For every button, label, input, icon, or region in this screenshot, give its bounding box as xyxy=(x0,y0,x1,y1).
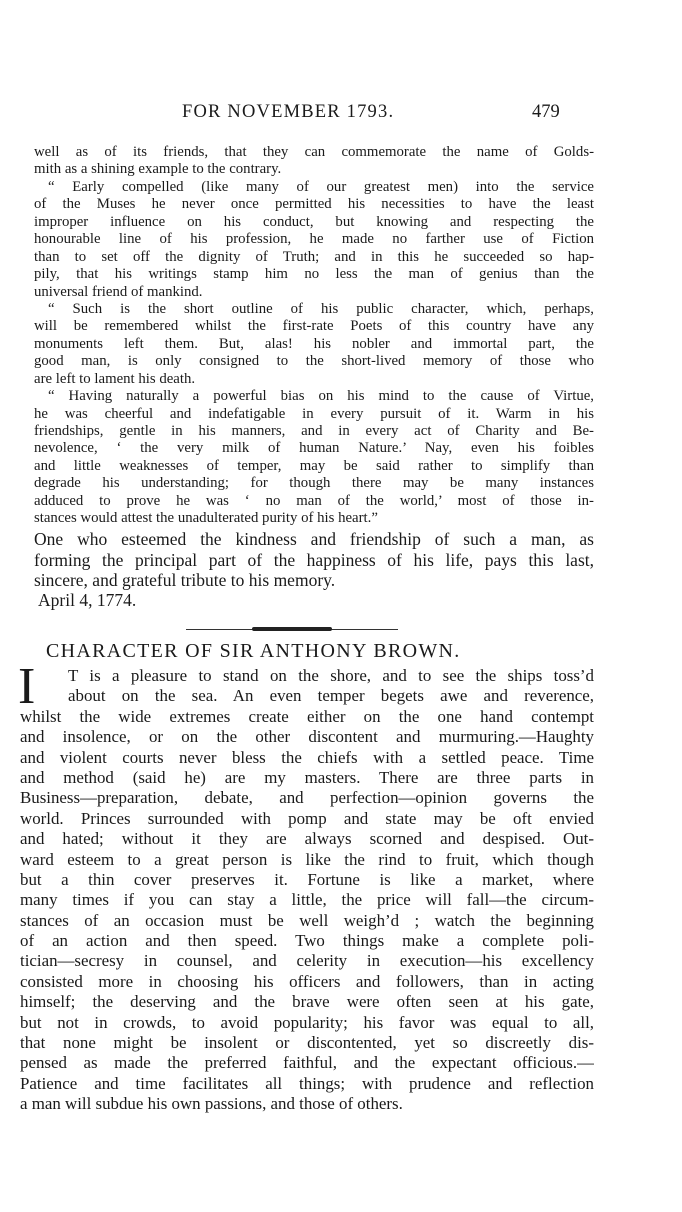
closing-paragraph xyxy=(34,529,594,591)
text-line: T is a pleasure to stand on the shore, and to see the ships toss’d xyxy=(68,666,594,685)
text-line: that none might be insolent or discontented, yet so discreetly dis- xyxy=(20,1033,594,1053)
text-line: “ Early compelled (like many of our greatest men) into the service xyxy=(48,178,594,195)
text-line: consisted more in choosing his officers and followers, than in acting xyxy=(20,971,594,991)
article-body xyxy=(18,658,594,1115)
text-line: and hated; without it they are always scorned and despised. Out- xyxy=(20,829,594,849)
text-line: sincere, and grateful tribute to his memory. xyxy=(34,570,336,590)
text-line: adduced to prove he was ‘ no man of the world,’ most of those in- xyxy=(34,492,594,509)
text-line: are left to lament his death. xyxy=(34,370,196,387)
text-line: One who esteemed the kindness and friendship of such a man, as xyxy=(34,529,594,549)
rule-ornament xyxy=(252,627,332,631)
text-line: Business—preparation, debate, and perfection—opinion governs the xyxy=(20,788,594,808)
text-line: about on the sea. An even temper begets awe and reverence, xyxy=(68,686,594,706)
text-line: and method (said he) are my masters. There are three parts in xyxy=(20,767,594,787)
running-head: FOR NOVEMBER 1793. xyxy=(182,102,395,122)
page-header xyxy=(0,98,682,128)
text-line: than to set off the dignity of Truth; and in this he succeeded so hap- xyxy=(34,248,594,265)
dateline: April 4, 1774. xyxy=(38,590,137,610)
text-line: ward esteem to a great person is like the rind to fruit, which though xyxy=(20,849,594,869)
text-line: and little weaknesses of temper, may be said rather to simplify than xyxy=(34,457,594,474)
text-line: good man, is only consigned to the short-lived memory of those who xyxy=(34,353,594,370)
text-line: stances would attest the unadulterated purity of his heart.” xyxy=(34,510,378,527)
quoted-passage xyxy=(34,144,594,528)
text-line: of an action and then speed. Two things make a complete poli- xyxy=(20,931,594,951)
text-line: he was cheerful and indefatigable in every pursuit of it. Warm in his xyxy=(34,405,594,422)
article-title: CHARACTER OF SIR ANTHONY BROWN. xyxy=(46,640,461,662)
text-line: a man will subdue his own passions, and those of others. xyxy=(20,1094,403,1114)
text-line: nevolence, ‘ the very milk of human Nature.’ Nay, even his foibles xyxy=(34,440,594,457)
text-line: “ Having naturally a powerful bias on his mind to the cause of Virtue, xyxy=(48,388,594,405)
text-line: world. Princes surrounded with pomp and state may be oft envied xyxy=(20,808,594,828)
text-line: of the Muses he never once permitted his necessities to have the least xyxy=(34,196,594,213)
text-line: will be remembered whilst the first-rate Poets of this country have any xyxy=(34,318,594,335)
text-line: degrade his understanding; for though there may be many instances xyxy=(34,475,594,492)
page-number: 479 xyxy=(532,102,560,122)
text-line: honourable line of his profession, he made no farther use of Fiction xyxy=(34,231,594,248)
text-line: but not in crowds, to avoid popularity; his favor was equal to all, xyxy=(20,1012,594,1032)
text-line: stances of an occasion must be well weigh’d ; watch the beginning xyxy=(20,910,594,930)
text-line: but a thin cover preserves it. Fortune is like a market, where xyxy=(20,869,594,889)
text-line: himself; the deserving and the brave were often seen at his gate, xyxy=(20,992,594,1012)
text-line: forming the principal part of the happiness of his life, pays this last, xyxy=(34,549,594,570)
text-line: improper influence on his conduct, but knowing and respecting the xyxy=(34,213,594,230)
text-line: pily, that his writings stamp him no less the man of genius than the xyxy=(34,266,594,283)
drop-cap: I xyxy=(18,658,36,715)
text-line: many times if you can stay a little, the price will fall—the circum- xyxy=(20,890,594,910)
text-line: “ Such is the short outline of his public character, which, perhaps, xyxy=(48,300,594,317)
text-line: and insolence, or on the other discontent and murmuring.—Haughty xyxy=(20,727,594,747)
ornamental-rule xyxy=(186,627,398,631)
text-line: and violent courts never bless the chiefs with a settled peace. Time xyxy=(20,747,594,767)
text-line: pensed as made the preferred faithful, and the expectant officious.— xyxy=(20,1053,594,1073)
text-line: tician—secresy in counsel, and celerity in execution—his excellency xyxy=(20,951,594,971)
text-line: friendships, gentle in his manners, and in every act of Charity and Be- xyxy=(34,423,594,439)
text-line: monuments left them. But, alas! his nobler and immortal part, the xyxy=(34,335,594,352)
text-line: mith as a shining example to the contrary. xyxy=(34,161,282,178)
text-line: whilst the wide extremes create either on the one hand contempt xyxy=(20,706,594,726)
text-line: universal friend of mankind. xyxy=(34,283,203,300)
text-line: well as of its friends, that they can commemorate the name of Golds- xyxy=(34,144,594,160)
text-line: Patience and time facilitates all things; with prudence and reflection xyxy=(20,1073,594,1093)
